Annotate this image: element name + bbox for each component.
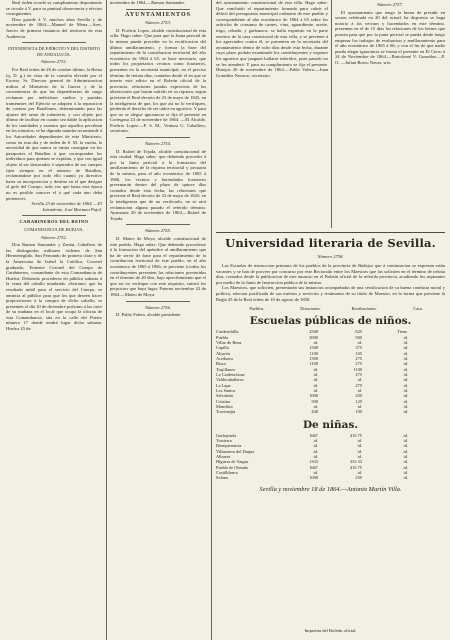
table-cell-value: id. xyxy=(403,403,408,409)
section-heading: CARABINEROS DEL REINO xyxy=(19,219,89,225)
paragraph: Los Maestros, que soliciten, presentarán sus instancias acompañadas de una certificacion de su buena conducta moral y política, relacion justificada de sus méritos y servicios y testimonio de su título de Maestro, en la forma que previene la Regla 25 de la Real órden de 10 de agosto de 1858. xyxy=(216,285,445,302)
table-cell-value: id. xyxy=(357,470,362,476)
table-cell-value: 333 33 xyxy=(349,459,362,465)
table-cell-value: 1500 xyxy=(309,345,318,351)
table-cell-value: id. xyxy=(357,377,362,383)
table-cell-value: 1667 xyxy=(309,464,318,470)
column-4 xyxy=(335,0,445,66)
table-cell-value: id. xyxy=(313,366,318,372)
column-2 xyxy=(110,0,206,318)
table-cell-value: 1100 xyxy=(353,366,362,372)
table-cell-value: id. xyxy=(403,470,408,476)
section-title: Universidad literaria de Sevilla. xyxy=(225,236,436,250)
column-rule xyxy=(331,0,332,228)
table-cell-value: id. xyxy=(403,355,408,361)
table-cell-town: Bienquerencia xyxy=(216,443,242,449)
table-cell-town: Los Santos xyxy=(216,387,236,393)
table-cell-value: 250 xyxy=(355,393,362,399)
notice-number: Número 2751. xyxy=(40,59,68,65)
table-section-title: Escuelas públicas de niños. xyxy=(249,315,412,328)
table-cell-value: id. xyxy=(357,443,362,449)
table-cell-value: 1000 xyxy=(309,475,318,481)
table-cell-town: Aljucén xyxy=(216,350,230,356)
table-cell-value: id. xyxy=(403,387,408,393)
table-cell-town: Risco xyxy=(216,361,227,367)
table-cell-value: 2000 xyxy=(309,334,318,340)
separator xyxy=(126,301,190,302)
table-cell-town: Puebla xyxy=(216,334,228,340)
paragraph: D. Porfirio Lopez, alcalde constitucional de esta villa. Hago saber: Que para que la Junta pericial de la misma pueda proceder en la rectificacion del último amillaramiento, y formar la base del repartimiento de la contribucion territorial del año económico de 1864 á 65, se hace necesario, que todos los propietarios vecinos como forasteros, presenten en la secretaría municipal, en el preciso término de treinta días, contados desde el en que se inserte este edicto en el Boletin oficial de la provincia, relaciones juradas expresivas de las alteraciones que hayan sufrido en su riqueza, segun previene el Real decreto de 23 de mayo de 1845, en la inteligencia de que, los que así no lo verifiquen, perderán el derecho de ser oidos en agravios. Y para que no se alegue ignorancia se fija el presente en Cortegana 24 de noviembre de 1864. —El Alcalde, Porfirio Lopez.—P. S. M., Ventura G. Caballero, secretario. xyxy=(110,27,206,134)
table-cell-town: Capilla xyxy=(216,345,229,351)
paragraph: Real órden acordó su cumplimiento disponiendo se circule á V. para su puntual observancia y efectos consiguientes. xyxy=(6,0,102,17)
paragraph: El ayuntamiento que tengo la honra de presidir en sesion celebrada en 20 del actual, ha dispuesto se haga notorio á los vecinos y hacendados en este término, presenten en el de 15 días las relaciones de los bienes que posean para que por la junta pericial se pueda desde luego empezar los trabajos de evaluacion y amillaramiento para el año económico de 1865 á 66; y con el fin de que nadie pueda alegar ignorancia se forma el presente en El Cerro á 24 de Noviembre de 1864.—Bartolomé V. González.—P. O. —Julian Bravo Navas, srio. xyxy=(335,9,445,65)
separator xyxy=(126,9,190,10)
table-cell-value: id. xyxy=(403,409,408,415)
table-cell-value: id. xyxy=(403,339,408,345)
table-cell-town: Solana xyxy=(216,475,228,481)
table-cell-town: Trujillanos xyxy=(216,366,236,372)
separator xyxy=(126,224,190,225)
table-cell-value: 125 xyxy=(355,398,362,404)
table-cell-town: Aceduera xyxy=(216,355,233,361)
table-cell-value: id. xyxy=(403,371,408,377)
table-cell-town: Villanueva del Duque xyxy=(216,448,255,454)
table-cell-town: Albuera xyxy=(216,454,231,460)
table-cell-town: Trasierra xyxy=(216,438,232,443)
paragraph: noviembre de 1864.—Ramon Santander. xyxy=(110,0,185,5)
table-section-title: De niñas. xyxy=(302,418,359,431)
table-row xyxy=(216,409,445,414)
column-header: Dotaciones. xyxy=(300,306,322,312)
table-cell-value: id. xyxy=(357,339,362,345)
table-cell-town: Cristina xyxy=(216,398,230,404)
table-cell-value: id. xyxy=(357,438,362,443)
paragraph: D. Pablo Falero, alcalde presidente xyxy=(116,312,181,318)
signature: Sevilla y noviembre 18 de 1864.—Antonio Martín Villa. xyxy=(259,485,402,493)
table-cell-value: id. xyxy=(403,398,408,404)
table-header xyxy=(216,306,445,311)
table-cell-value: 100 xyxy=(355,409,362,415)
table-cell-town: La Cardenchosa xyxy=(216,371,245,377)
table-cell-value: id. xyxy=(403,443,408,449)
paragraph: del ayuntamiento constitucional de esta villa. Hago saber: Que concluido el repartimiento formado para cubrir el déficit del presupuesto municipal ordinario de este pueblo y correspondiente al año económico de 1864 á 65 sobre los artículos de consumo de carnes, vino, aguardiente, aceite, trigo, cebada, y garbanzos, se halla expuesto en la parte exterior de la casa consistorial de esta villa, y se previene á los agraviados contra él, se presenten en la secretaría del ayuntamiento dentro de ocho días desde esta fecha, durante cuyo plazo podrán examinarle los contribuyentes y exponer los agravios que juzguen hallarse inferidos, pues pasado no se les atenderá. Y para su cumplimiento se fija el presente. Hinojos 26 de noviembre de 1864.—Pablo Valera.—Juan González Navarro, secretario. xyxy=(216,0,328,78)
separator xyxy=(22,42,86,43)
column-rule xyxy=(106,0,107,640)
table-cell-value: 375 xyxy=(355,345,362,351)
paragraph: D. Mateo de Moya, alcalde constitucional de este pueblo. Hago saber: Que debiendo procederse á la formacion del apéndice al amillaramiento que ha de servir de base para el repartimiento de la contribucion territorial de este pueblo, en el año económico de 1865 á 1866, se previene á todos los contribuyentes presenten las relaciones prevenidas en el término de 20 días, bajo apercibimiento que el que así no verifique con este requisito, sufrirá los perjuicios que haya lugar. Paterna noviembre 22 de 1864.—Mateo de Moya. xyxy=(110,235,206,297)
table-cell-value: 500 xyxy=(355,334,362,340)
column-1 xyxy=(6,0,102,332)
table-cell-value: id. xyxy=(313,377,318,383)
table-cell-town: Cardenchilla xyxy=(216,329,239,335)
table-cell-value: 416 75 xyxy=(349,432,362,438)
column-header: Retribuciones. xyxy=(351,306,378,312)
table-cell-value: id. xyxy=(313,454,318,460)
table-cell-value: id. xyxy=(313,448,318,454)
table-cell-value: id. xyxy=(403,459,408,465)
table-cell-value: id. xyxy=(403,377,408,383)
table-cell-town: Manchita xyxy=(216,403,233,409)
table-cell-town: Higuera de Vargas xyxy=(216,459,249,465)
column-rule xyxy=(211,0,212,640)
table-cell-value: 275 xyxy=(355,371,362,377)
table-cell-value: id. xyxy=(403,382,408,388)
paragraph: Por Real órden de 26 de octubre último, la Reina (q. D. g.) en vista de la consulta elevada por el Excmo. Sr. Director general de Administracion militar al Ministerio de la Guerra y de la conveniencia de que las dependencias de cargo reclaman por individuos sueltos y partidas transeuntes del Ejército se adopten á la reparacion de cuentas por Batallones, determinando para las ajustes del arma de infantería, y con objeto por último de facilitar en cuanto sea dable la aplicacion de los cantidades y asientos que aquellos percibian en los tránsitos, se ha dignado mandar recomiende á los Autoridades dependientes de este Ministerio, como en esta dia y de órden de S. M. la vuelta, la necesidad de que nunca se omita consignar en los pasaportes el Batallon á que corresponden los individuos para quienes se expidan, y que con igual objeto al ser destacados ó separados de sus cuerpos fijen siempre en el número de Batallon, reclamándose por todo ello cuanto ya directivo hasta su incorporacion y destino en el que designe el gefe del Cuerpo, todo vez que hasta esta época no es posible conocer el á qué cada uno deba pertenecer. xyxy=(6,66,102,201)
table-cell-value: 1667 xyxy=(309,432,318,438)
table-cell-value: 2500 xyxy=(309,329,318,335)
notice-number: Número 2757. xyxy=(376,2,404,7)
paragraph: Don Ramon Santander y Zanón, Caballero de las distinguidas militares órdenes de San Hermenegildo, San Fernando de primera clase y de la Americana de Isabel la Católica, Coronel graduado, Teniente Coronel del Cuerpo de Carabineros, comandante de esta Comandancia de Huelva. Debiendo procederse en pública subasta á la venta del caballo nombrado «Serrano» que ha resultado inútil para el servicio del Cuerpo, se anuncia al público para que los que deseen hacer proposiciones á la compra de dicho caballo, se presenten el día 10 de diciembre próximo á las once de su mañana en el local que ocupa la oficina de esta Comandancia, sita en la calle del Puerto número 17 donde tendrá lugar dicha subasta. Huelva 25 de xyxy=(6,242,102,332)
table-cell-town: Castilblanco xyxy=(216,470,238,476)
table-cell-value: 335 xyxy=(355,350,362,356)
notice-number: Número 2755. xyxy=(144,228,172,234)
table-cell-value: id. xyxy=(357,448,362,454)
table-cell-value: id. xyxy=(313,470,318,476)
table-cell-town: Salvaleón xyxy=(216,393,234,399)
signature: Sevilla 23 de noviembre de 1864. —El Intendente, José Mariano Pujol. xyxy=(31,201,102,212)
table-cell-value: 275 xyxy=(355,355,362,361)
table-cell-value: id. xyxy=(313,403,318,409)
section-subheading: COMANDANCIA DE HUELVA. xyxy=(24,226,84,232)
table-cell-town: La Lapa xyxy=(216,382,231,388)
paragraph: Dios guarde á V. muchos años Sevilla y de noviembre de 1864.—Manuel de Mena.—Sres. Jueces de primera instancia del territorio de esta Audiencia. xyxy=(6,16,102,39)
schools-boys-table xyxy=(216,329,445,415)
table-cell-value: id. xyxy=(403,448,408,454)
separator xyxy=(126,137,190,138)
table-cell-value: Tiene. xyxy=(397,329,408,335)
separator xyxy=(216,232,445,233)
table-cell-value: id. xyxy=(313,382,318,388)
table-cell-value: 1100 xyxy=(309,361,318,367)
table-cell-value: id. xyxy=(313,438,318,443)
schools-girls-table xyxy=(216,433,445,481)
table-cell-value: id. xyxy=(313,387,318,393)
notice-number: Número 2752. xyxy=(40,234,68,240)
column-header: Casa. xyxy=(413,306,423,312)
section-heading: INTENDENCIA DE EJÉRCITO Y DEL DISTRITO DE ANDALUCÍA. xyxy=(7,46,101,57)
table-cell-value: id. xyxy=(357,403,362,409)
column-3 xyxy=(216,0,328,78)
table-cell-value: id. xyxy=(403,361,408,367)
table-cell-value: id. xyxy=(403,438,408,443)
table-cell-value: 250 xyxy=(355,475,362,481)
table-cell-value: id. xyxy=(403,432,408,438)
table-cell-town: Torremejía xyxy=(216,409,236,415)
table-cell-value: 500 xyxy=(311,398,318,404)
table-cell-value: id. xyxy=(403,366,408,372)
table-cell-value: id. xyxy=(313,339,318,345)
notice-number: Número 2754. xyxy=(144,141,172,147)
paragraph: Las Escuelas de instruccion primaria de los pueblos de la provincia de Badajoz que á continuacion se expresan están vacantes y se han de proveer por concurso por este Rectorado entre los Maestros que las soliciten en el término de treinta días, contados desde la publicacion de este anuncio en el Boletin oficial de la referida provincia, acudiendo los aspirantes por medio de la Junta de Instruccion pública de la misma. xyxy=(216,263,445,285)
table-cell-value: id. xyxy=(357,387,362,393)
notice-number: Número 2753. xyxy=(144,20,172,26)
table-cell-value: 625 xyxy=(355,329,362,335)
university-notice xyxy=(216,232,445,493)
section-heading: AYUNTAMIENTOS xyxy=(125,11,191,18)
table-cell-value: id. xyxy=(403,393,408,399)
printer-line: Imprenta del Boletin oficial. xyxy=(304,628,357,633)
table-cell-value: id. xyxy=(403,464,408,470)
table-cell-value: id. xyxy=(313,443,318,449)
table-cell-town: Villar de Rena xyxy=(216,339,242,345)
separator xyxy=(22,215,86,216)
table-cell-value: 275 xyxy=(355,361,362,367)
table-cell-value: id. xyxy=(403,334,408,340)
table-cell-value: 440 xyxy=(311,409,318,415)
table-cell-value: id. xyxy=(403,345,408,351)
table-cell-value: id. xyxy=(403,454,408,460)
table-row xyxy=(216,475,445,480)
table-cell-value: id. xyxy=(403,475,408,481)
table-cell-town: Valdecaballeros xyxy=(216,377,244,383)
table-cell-value: id. xyxy=(357,454,362,460)
table-cell-value: 1000 xyxy=(309,393,318,399)
notice-number: Número 2756. xyxy=(144,304,172,310)
table-cell-value: 275 xyxy=(355,382,362,388)
table-cell-town: Garbayuela xyxy=(216,432,237,438)
table-cell-value: 1333 xyxy=(309,459,318,465)
table-cell-value: 1100 xyxy=(309,350,318,356)
table-cell-value: id. xyxy=(403,350,408,356)
column-header: Pueblos. xyxy=(249,306,265,312)
table-cell-town: Puebla de Obando xyxy=(216,464,249,470)
paragraph: D. Rafael de Tejada, alcalde constitucional de esta ciudad. Hago saber: que debiendo proceder á por la Junta pericial á la formacion del amillaramiento de la riqueza territorial y pecuaria de la misma, para el año económico de 1865 á 1866, los vecinos y hacendados forasteros presentarán dentro del plazo de quince días contados desde esta fecha, las relaciones que previene el Real decreto de 23 de mayo de 1845; en la inteligencia que de no verificarlo, no se oirá reclamacion alguna pasado el referido término. Ayamonte 20 de noviembre de 1864.—Rafael de Tejada. xyxy=(110,148,206,221)
notice-number: Número 2758. xyxy=(317,254,344,259)
table-cell-value: id. xyxy=(313,371,318,377)
table-cell-value: 1300 xyxy=(309,355,318,361)
table-cell-value: 416 75 xyxy=(349,464,362,470)
